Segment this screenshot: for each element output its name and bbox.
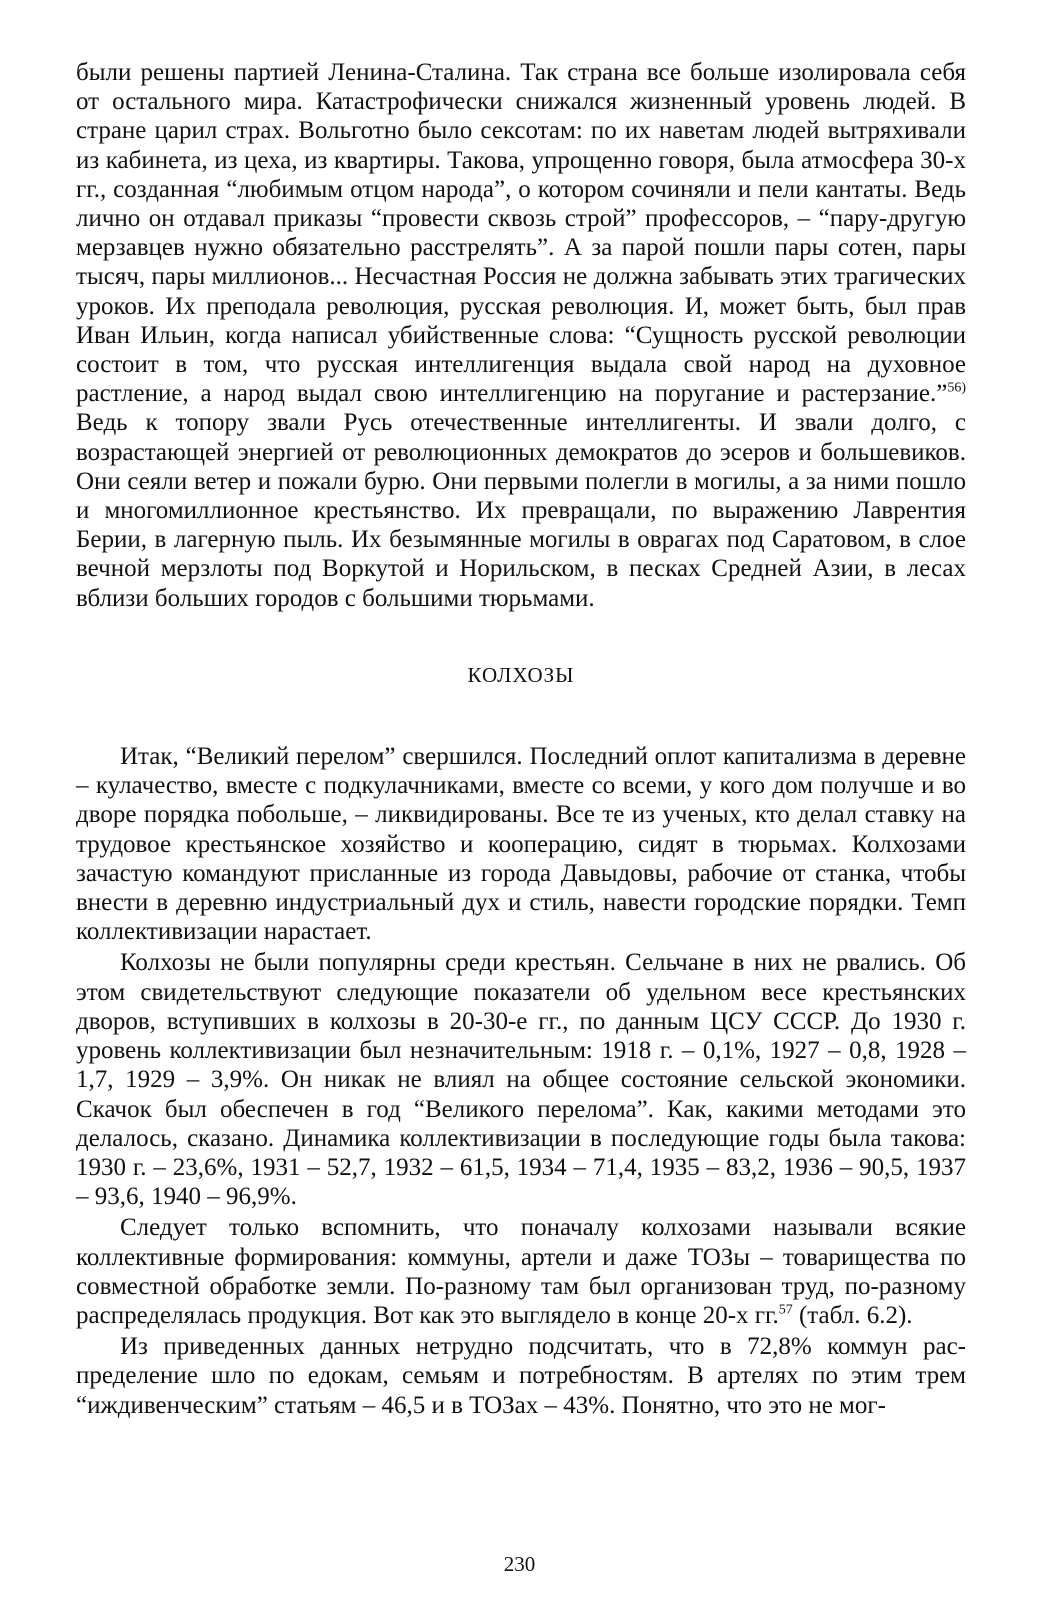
footnote-marker-57: 57	[778, 1302, 793, 1318]
page-body	[76, 58, 966, 1420]
paragraph-forms-text-a: Следует только вспомнить, что поначалу колхозами называли всякие коллективные формирования: коммуны, артели и даже ТОЗы – товарищества по совместной обработке земли. По-разному там был организован труд, по-разному распределялась продукция. Вот как это выглядело в конце 20-х гг.	[76, 1214, 966, 1329]
footnote-marker-56: 56)	[947, 380, 966, 396]
paragraph-distribution: Из приведенных данных нетрудно подсчитать, что в 72,8% коммун распределение шло по едокам, семьям и потребностям. В артелях по этим трем “иждивенческим” статьям – 46,5 и в ТОЗах – 43%. Понятно, что это не мог-	[76, 1333, 966, 1419]
paragraph-forms-text-b: (табл. 6.2).	[792, 1301, 913, 1329]
page-number: 230	[503, 1552, 536, 1576]
paragraph-collectivization-stats: Колхозы не были популярны среди крестьян. Сельчане в них не рвались. Об этом свидетельствуют следующие показатели об удельном весе крестьянских дворов, вступивших в колхозы в 20-30-е гг., по данным ЦСУ СССР. До 1930 г. уровень коллективизации был незначительным: 1918 г. – 0,1%, 1927 – 0,8, 1928 – 1,7, 1929 – 3,9%. Он никак не влиял на общее состояние сельской экономики. Скачок был обеспечен в год “Великого перелома”. Как, какими методами это делалось, сказано. Динамика коллективизации в последующие годы была такова: 1930 г. – 23,6%, 1931 – 52,7, 1932 – 61,5, 1934 – 71,4, 1935 – 83,2, 1936 – 90,5, 1937 – 93,6, 1940 – 96,9%.	[76, 949, 966, 1211]
paragraph-intro	[76, 58, 966, 613]
paragraph-intro-text-a: были решены партией Ленина-Сталина. Так страна все больше изолировала себя от остального мира. Катастрофически снижался жизненный уровень людей. В стране царил страх. Вольготно было сексотам: по их наветам людей вытряхивали из кабинета, из цеха, из квартиры. Такова, упрощенно говоря, была атмосфера 30-х гг., созданная “любимым отцом народа”, о котором сочиняли и пели кантаты. Ведь лично он отдавал приказы “провести сквозь строй” профессоров, – “пару-другую мерзавцев нужно обязательно расстрелять”. А за парой пошли пары сотен, пары тысяч, пары миллионов... Несчастная Россия не должна забывать этих трагических уроков. Их преподала революция, русская революция. И, может быть, был прав Иван Ильин, когда написал убийственные слова: “Сущность русской революции состоит в том, что русская интеллигенция выдала свой народ на духовное растление, а народ выдал свою интеллигенцию на поругание и растерзание.”	[76, 59, 966, 408]
paragraph-forms-of-collectives	[76, 1213, 966, 1330]
paragraph-great-turn: Итак, “Великий перелом” свершился. Последний оплот капитализма в деревне – кулачество, вместе с подкулачниками, вместе со всеми, у кого дом получше и во дворе порядка побольше, – ликвидированы. Все те из ученых, кто делал ставку на трудовое крестьянское хозяйство и кооперацию, сидят в тюрьмах. Колхозами зачастую командуют присланные из города Давыдовы, рабочие от станка, чтобы внести в деревню индустриальный дух и стиль, навести городские порядки. Темп коллективизации нарастает.	[76, 743, 966, 946]
section-heading: КОЛХОЗЫ	[467, 662, 575, 687]
paragraph-intro-text-b: Ведь к топору звали Русь отечественные интеллигенты. И звали долго, с возрастающей энергией от революционных демократов до эсеров и большевиков. Они сеяли ветер и пожали бурю. Они первыми полегли в могилы, а за ними пошло и многомиллионное крестьянство. Их превращали, по выражению Лаврентия Берии, в лагерную пыль. Их безымянные могилы в оврагах под Саратовом, в слое вечной мерзлоты под Воркутой и Норильском, в песках Средней Азии, в лесах вблизи больших городов с большими тюрьмами.	[76, 409, 966, 612]
